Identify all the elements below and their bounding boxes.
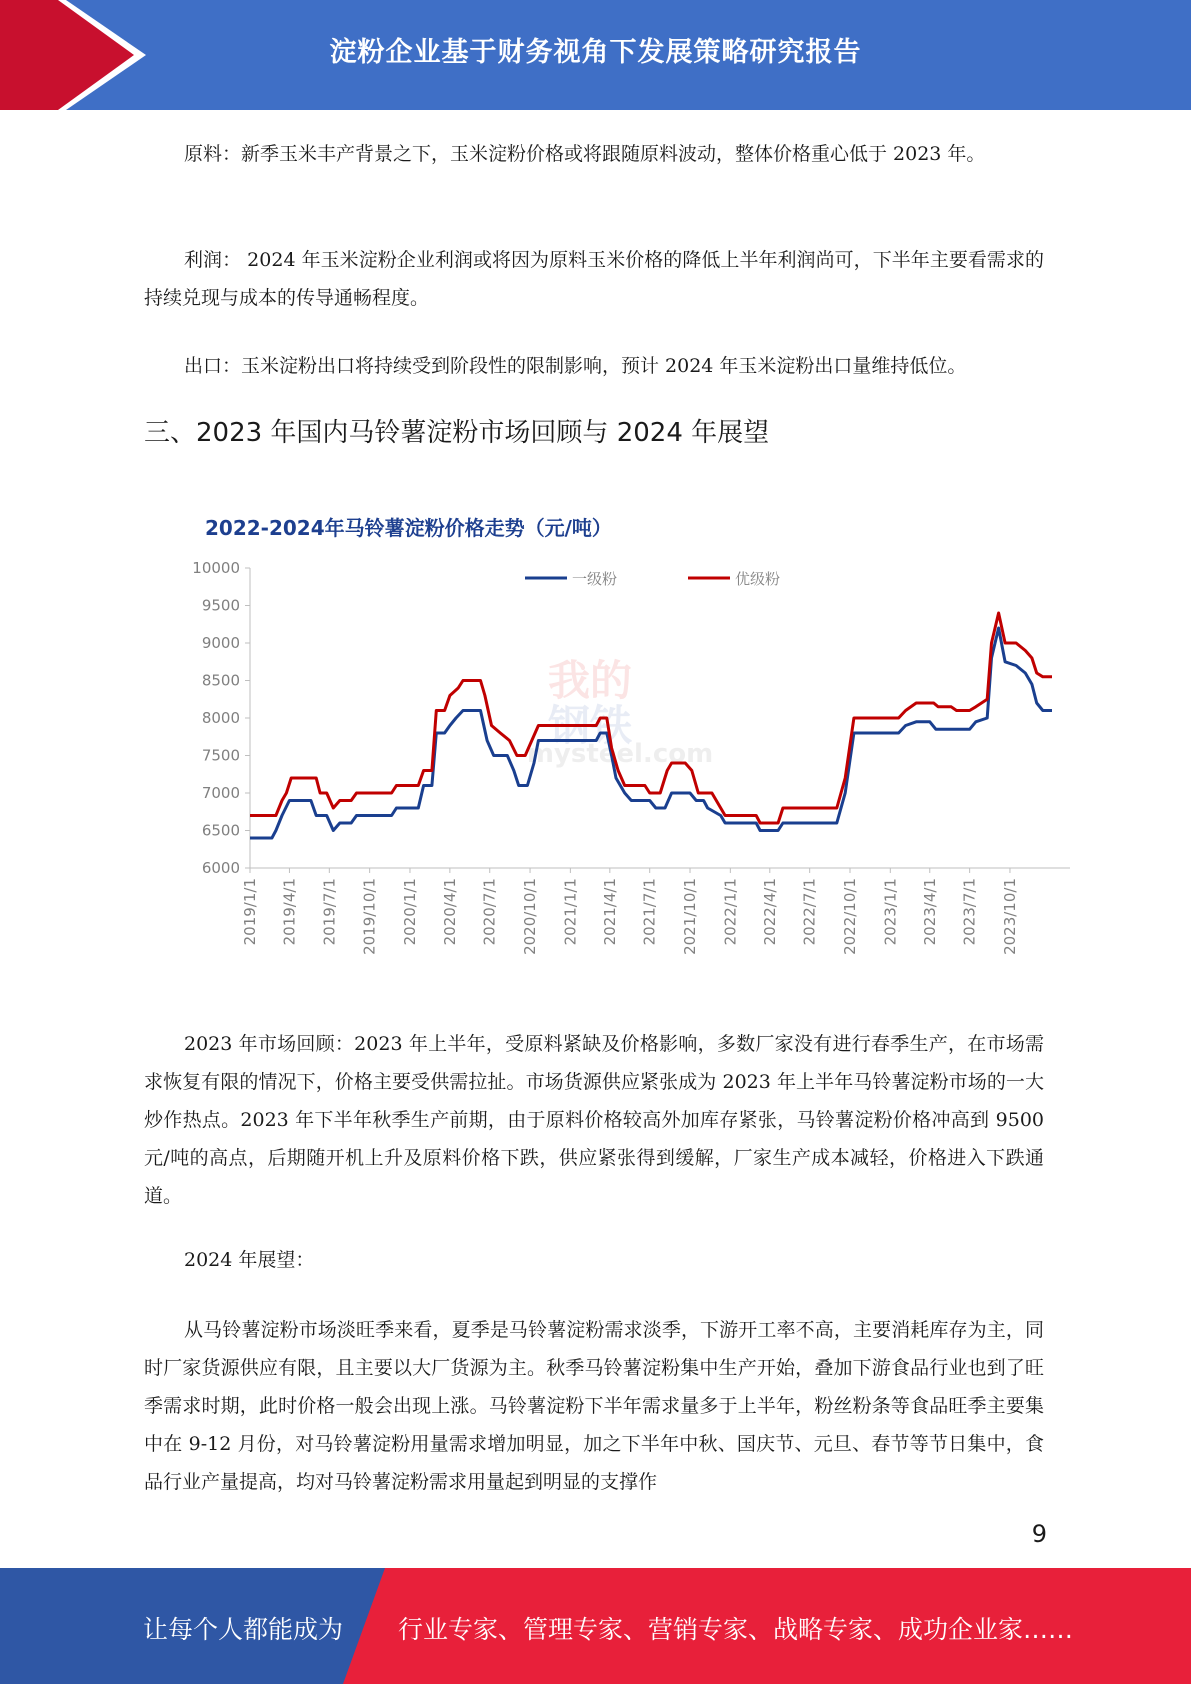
x-tick-label: 2022/10/1 — [840, 878, 859, 955]
x-tick-label: 2019/10/1 — [360, 878, 379, 955]
y-tick-label: 10000 — [192, 559, 240, 577]
page-header — [0, 0, 1191, 110]
section-heading: 三、2023 年国内马铃薯淀粉市场回顾与 2024 年展望 — [144, 418, 770, 448]
page-number: 9 — [1031, 1520, 1047, 1548]
legend-label: 一级粉 — [572, 570, 618, 588]
x-tick-label: 2022/4/1 — [760, 878, 779, 946]
paragraph-outlook: 从马铃薯淀粉市场淡旺季来看，夏季是马铃薯淀粉需求淡季，下游开工率不高，主要消耗库存为主，同时厂家货源供应有限，且主要以大厂货源为主。秋季马铃薯淀粉集中生产开始，叠加下游食品行业也到了旺季需求时期，此时价格一般会出现上涨。马铃薯淀粉下半年需求量多于上半年，粉丝粉条等食品旺季主要集中在 9-12 月份，对马铃薯淀粉用量需求增加明显，加之下半年中秋、国庆节、元旦、春节等节日集中，食品行业产量提高，均对马铃薯淀粉需求用量起到明显的支撑作 — [144, 1319, 1044, 1493]
legend-label: 优级粉 — [735, 570, 781, 588]
x-tick-label: 2020/10/1 — [521, 878, 540, 955]
x-tick-label: 2023/10/1 — [1000, 878, 1019, 955]
series-line-2 — [250, 613, 1052, 823]
x-tick-label: 2023/7/1 — [960, 878, 979, 946]
watermark-text: 钢铁 — [547, 701, 633, 750]
x-tick-label: 2021/4/1 — [600, 878, 619, 946]
watermark-text: mysteel.com — [526, 739, 714, 769]
footer-slogan-left: 让每个人都能成为 — [143, 1615, 344, 1644]
x-tick-label: 2021/1/1 — [561, 878, 580, 946]
x-tick-label: 2019/7/1 — [320, 878, 339, 946]
paragraph-profit: 利润： 2024 年玉米淀粉企业利润或将因为原料玉米价格的降低上半年利润尚可，下半年主要看需求的持续兑现与成本的传导通畅程度。 — [144, 249, 1044, 309]
watermark-text: 我的 — [547, 656, 633, 705]
y-tick-label: 6500 — [201, 821, 240, 840]
y-tick-label: 9500 — [201, 596, 240, 615]
x-tick-label: 2021/7/1 — [640, 878, 659, 946]
price-trend-chart — [160, 500, 1100, 980]
page-footer — [0, 1568, 1191, 1684]
report-title: 淀粉企业基于财务视角下发展策略研究报告 — [329, 37, 862, 68]
x-tick-label: 2021/10/1 — [681, 878, 700, 955]
x-tick-label: 2022/1/1 — [721, 878, 740, 946]
y-tick-label: 8500 — [201, 671, 240, 690]
chart-svg — [160, 500, 1100, 980]
x-tick-label: 2019/1/1 — [241, 878, 259, 946]
x-tick-label: 2022/7/1 — [800, 878, 819, 946]
paragraph-outlook-heading: 2024 年展望： — [184, 1249, 315, 1271]
chart-title: 2022-2024年马铃薯淀粉价格走势（元/吨） — [205, 516, 612, 540]
series-line-1 — [250, 628, 1052, 838]
x-tick-label: 2023/4/1 — [920, 878, 939, 946]
x-tick-label: 2019/4/1 — [280, 878, 299, 946]
y-tick-label: 7000 — [201, 784, 240, 802]
x-tick-label: 2020/4/1 — [440, 878, 459, 946]
x-tick-label: 2020/7/1 — [480, 878, 499, 946]
footer-slogan-right: 行业专家、管理专家、营销专家、战略专家、成功企业家…… — [398, 1615, 1074, 1644]
y-tick-label: 9000 — [201, 634, 240, 652]
y-tick-label: 8000 — [201, 709, 240, 727]
x-tick-label: 2020/1/1 — [400, 878, 419, 946]
y-tick-label: 6000 — [201, 859, 240, 877]
paragraph-export: 出口：玉米淀粉出口将持续受到阶段性的限制影响，预计 2024 年玉米淀粉出口量维持低位。 — [184, 355, 967, 377]
paragraph-market-review: 2023 年市场回顾：2023 年上半年，受原料紧缺及价格影响，多数厂家没有进行春季生产，在市场需求恢复有限的情况下，价格主要受供需拉扯。市场货源供应紧张成为 2023 年上半年马铃薯淀粉市场的一大炒作热点。2023 年下半年秋季生产前期，由于原料价格较高外加库存紧张，马铃薯淀粉价格冲高到 9500 元/吨的高点，后期随开机上升及原料价格下跌，供应紧张得到缓解，厂家生产成本减轻，价格进入下跌通道。 — [144, 1033, 1044, 1207]
paragraph-raw-material: 原料：新季玉米丰产背景之下，玉米淀粉价格或将跟随原料波动，整体价格重心低于 2023 年。 — [184, 143, 986, 165]
y-tick-label: 7500 — [201, 746, 240, 765]
x-tick-label: 2023/1/1 — [881, 878, 900, 946]
